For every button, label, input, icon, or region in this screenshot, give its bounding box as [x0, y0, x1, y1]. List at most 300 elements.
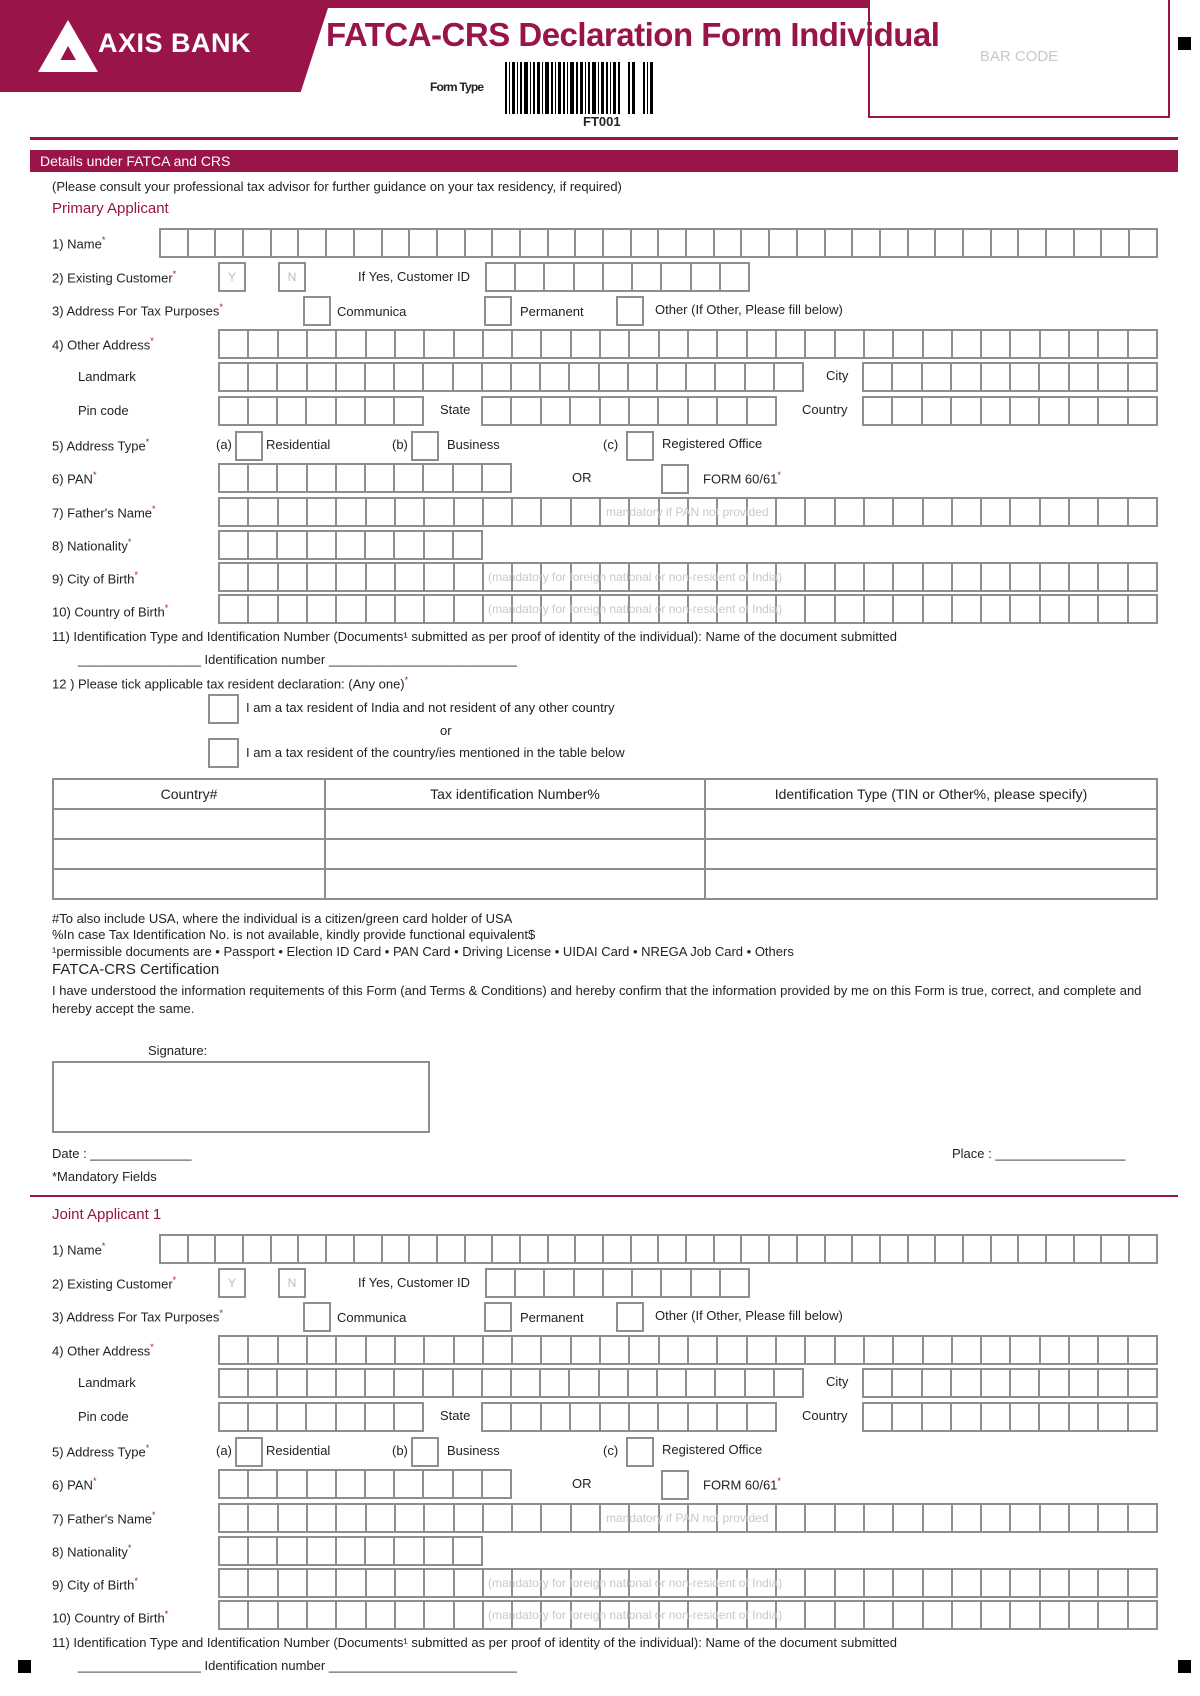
char-box[interactable]	[1040, 1404, 1069, 1430]
char-box[interactable]	[718, 1404, 747, 1430]
char-box[interactable]	[425, 596, 454, 622]
char-box[interactable]	[964, 1236, 992, 1262]
char-box[interactable]	[660, 1337, 689, 1363]
table-cell[interactable]	[705, 869, 1157, 899]
char-box[interactable]	[953, 596, 982, 622]
char-box[interactable]	[308, 364, 337, 390]
char-box[interactable]	[775, 1370, 802, 1396]
char-box[interactable]	[601, 398, 630, 424]
char-box[interactable]	[493, 230, 521, 256]
char-box[interactable]	[924, 1505, 953, 1531]
char-box[interactable]	[395, 398, 422, 424]
char-box[interactable]	[396, 1505, 425, 1531]
char-box[interactable]	[1129, 1337, 1156, 1363]
char-box[interactable]	[992, 230, 1020, 256]
char-box[interactable]	[337, 532, 366, 558]
char-box[interactable]	[687, 1236, 715, 1262]
char-box[interactable]	[689, 1404, 718, 1430]
char-box[interactable]	[630, 1404, 659, 1430]
table-cell[interactable]	[705, 839, 1157, 869]
char-box[interactable]	[1070, 1570, 1099, 1596]
char-box[interactable]	[425, 1505, 454, 1531]
char-box[interactable]	[278, 1404, 307, 1430]
char-box[interactable]	[244, 230, 272, 256]
char-box[interactable]	[337, 1337, 366, 1363]
char-box[interactable]	[278, 398, 307, 424]
char-box[interactable]	[455, 499, 484, 525]
char-box[interactable]	[366, 1471, 395, 1497]
char-box[interactable]	[953, 499, 982, 525]
char-box[interactable]	[798, 230, 826, 256]
char-box[interactable]	[1099, 596, 1128, 622]
char-box[interactable]	[220, 1602, 249, 1628]
char-box[interactable]	[425, 1538, 454, 1564]
char-box[interactable]	[909, 1236, 937, 1262]
char-box[interactable]	[982, 331, 1011, 357]
char-box[interactable]	[1041, 1337, 1070, 1363]
char-box[interactable]	[337, 596, 366, 622]
char-box[interactable]	[923, 1404, 952, 1430]
table-cell[interactable]	[325, 869, 705, 899]
char-box[interactable]	[410, 1236, 438, 1262]
char-box[interactable]	[836, 331, 865, 357]
char-box[interactable]	[576, 1236, 604, 1262]
char-box[interactable]	[604, 1236, 632, 1262]
char-box[interactable]	[1070, 499, 1099, 525]
char-box[interactable]	[189, 1236, 217, 1262]
char-box[interactable]	[1099, 499, 1128, 525]
char-box[interactable]	[216, 1236, 244, 1262]
char-box[interactable]	[395, 1404, 422, 1430]
permanent-checkbox[interactable]	[484, 296, 512, 326]
char-box[interactable]	[355, 1236, 383, 1262]
char-box[interactable]	[396, 1602, 425, 1628]
char-box[interactable]	[307, 398, 336, 424]
char-box[interactable]	[308, 1538, 337, 1564]
char-box[interactable]	[366, 1538, 395, 1564]
char-box[interactable]	[278, 364, 307, 390]
char-box[interactable]	[659, 398, 688, 424]
char-box[interactable]	[632, 230, 660, 256]
char-box[interactable]	[836, 1337, 865, 1363]
char-box[interactable]	[894, 596, 923, 622]
char-box[interactable]	[1129, 364, 1156, 390]
char-box[interactable]	[1011, 398, 1040, 424]
char-box[interactable]	[575, 1270, 604, 1296]
char-box[interactable]	[545, 1270, 574, 1296]
char-box[interactable]	[279, 331, 308, 357]
char-box[interactable]	[220, 596, 249, 622]
char-box[interactable]	[953, 331, 982, 357]
identification-line[interactable]: _________________ Identification number __________________________	[78, 652, 517, 668]
char-box[interactable]	[307, 1404, 336, 1430]
char-box[interactable]	[716, 1370, 745, 1396]
char-box[interactable]	[512, 398, 541, 424]
char-box[interactable]	[542, 1404, 571, 1430]
char-box[interactable]	[924, 1570, 953, 1596]
char-box[interactable]	[689, 331, 718, 357]
char-box[interactable]	[542, 398, 571, 424]
char-box[interactable]	[249, 465, 278, 491]
char-box[interactable]	[894, 499, 923, 525]
char-box[interactable]	[249, 1538, 278, 1564]
char-box[interactable]	[1075, 230, 1103, 256]
char-box[interactable]	[924, 596, 953, 622]
char-box[interactable]	[806, 564, 835, 590]
char-box[interactable]	[893, 364, 922, 390]
char-box[interactable]	[249, 1471, 278, 1497]
char-box[interactable]	[746, 1370, 775, 1396]
char-box[interactable]	[1129, 596, 1156, 622]
char-box[interactable]	[483, 1471, 510, 1497]
char-box[interactable]	[466, 230, 494, 256]
char-box[interactable]	[220, 364, 249, 390]
char-box[interactable]	[658, 1370, 687, 1396]
char-box[interactable]	[1070, 1505, 1099, 1531]
char-box[interactable]	[279, 564, 308, 590]
char-box[interactable]	[1011, 364, 1040, 390]
char-box[interactable]	[454, 1471, 483, 1497]
char-box[interactable]	[278, 1471, 307, 1497]
char-box[interactable]	[924, 1337, 953, 1363]
char-box[interactable]	[894, 1337, 923, 1363]
char-box[interactable]	[806, 1505, 835, 1531]
char-box[interactable]	[395, 532, 424, 558]
char-box[interactable]	[630, 1337, 659, 1363]
char-box[interactable]	[220, 1538, 249, 1564]
char-box[interactable]	[367, 564, 396, 590]
char-box[interactable]	[513, 1505, 542, 1531]
char-box[interactable]	[1011, 1505, 1040, 1531]
table-cell[interactable]	[705, 809, 1157, 839]
name-input[interactable]	[159, 228, 1158, 258]
char-box[interactable]	[396, 596, 425, 622]
char-box[interactable]	[806, 1337, 835, 1363]
char-box[interactable]	[1011, 564, 1040, 590]
char-box[interactable]	[770, 230, 798, 256]
other-address-input[interactable]	[218, 329, 1158, 359]
char-box[interactable]	[244, 1236, 272, 1262]
table-cell[interactable]	[53, 869, 325, 899]
char-box[interactable]	[337, 499, 366, 525]
customer-id-input[interactable]	[485, 1268, 750, 1298]
char-box[interactable]	[1070, 564, 1099, 590]
char-box[interactable]	[220, 1570, 249, 1596]
char-box[interactable]	[570, 364, 599, 390]
char-box[interactable]	[1040, 1370, 1069, 1396]
char-box[interactable]	[1070, 1602, 1099, 1628]
char-box[interactable]	[308, 1370, 337, 1396]
char-box[interactable]	[1070, 1370, 1099, 1396]
char-box[interactable]	[249, 1370, 278, 1396]
char-box[interactable]	[1011, 1404, 1040, 1430]
char-box[interactable]	[659, 1236, 687, 1262]
char-box[interactable]	[770, 1236, 798, 1262]
char-box[interactable]	[366, 398, 395, 424]
char-box[interactable]	[775, 364, 802, 390]
other-address-input[interactable]	[218, 1335, 1158, 1365]
char-box[interactable]	[337, 364, 366, 390]
form-60-61-checkbox[interactable]	[661, 464, 689, 494]
char-box[interactable]	[337, 1370, 366, 1396]
char-box[interactable]	[1070, 364, 1099, 390]
char-box[interactable]	[396, 331, 425, 357]
char-box[interactable]	[865, 1505, 894, 1531]
char-box[interactable]	[425, 331, 454, 357]
char-box[interactable]	[1011, 1602, 1040, 1628]
char-box[interactable]	[308, 1505, 337, 1531]
char-box[interactable]	[308, 499, 337, 525]
char-box[interactable]	[483, 398, 512, 424]
char-box[interactable]	[383, 230, 411, 256]
char-box[interactable]	[629, 1370, 658, 1396]
char-box[interactable]	[570, 1370, 599, 1396]
char-box[interactable]	[571, 1404, 600, 1430]
char-box[interactable]	[629, 364, 658, 390]
declaration-other-checkbox[interactable]	[208, 738, 239, 768]
char-box[interactable]	[484, 331, 513, 357]
char-box[interactable]	[337, 1570, 366, 1596]
char-box[interactable]	[982, 364, 1011, 390]
char-box[interactable]	[279, 1570, 308, 1596]
char-box[interactable]	[541, 1370, 570, 1396]
char-box[interactable]	[936, 230, 964, 256]
char-box[interactable]	[952, 1370, 981, 1396]
char-box[interactable]	[425, 1570, 454, 1596]
char-box[interactable]	[279, 1602, 308, 1628]
nationality-input[interactable]	[218, 1536, 483, 1566]
char-box[interactable]	[777, 331, 806, 357]
existing-yes-box[interactable]: Y	[218, 262, 246, 292]
char-box[interactable]	[1047, 230, 1075, 256]
state-input[interactable]	[481, 1402, 777, 1432]
char-box[interactable]	[278, 465, 307, 491]
char-box[interactable]	[687, 364, 716, 390]
business-checkbox[interactable]	[411, 431, 439, 461]
char-box[interactable]	[249, 596, 278, 622]
char-box[interactable]	[484, 1337, 513, 1363]
other-checkbox[interactable]	[616, 1302, 644, 1332]
char-box[interactable]	[220, 1370, 249, 1396]
char-box[interactable]	[1070, 596, 1099, 622]
char-box[interactable]	[924, 564, 953, 590]
char-box[interactable]	[1070, 331, 1099, 357]
char-box[interactable]	[308, 532, 337, 558]
char-box[interactable]	[748, 1404, 775, 1430]
char-box[interactable]	[1129, 1602, 1156, 1628]
communication-checkbox[interactable]	[303, 296, 331, 326]
char-box[interactable]	[337, 1505, 366, 1531]
char-box[interactable]	[216, 230, 244, 256]
char-box[interactable]	[692, 1270, 721, 1296]
char-box[interactable]	[438, 1236, 466, 1262]
char-box[interactable]	[893, 1404, 922, 1430]
char-box[interactable]	[337, 1471, 366, 1497]
char-box[interactable]	[249, 331, 278, 357]
char-box[interactable]	[308, 1570, 337, 1596]
permanent-checkbox[interactable]	[484, 1302, 512, 1332]
char-box[interactable]	[865, 1337, 894, 1363]
char-box[interactable]	[396, 564, 425, 590]
char-box[interactable]	[806, 499, 835, 525]
char-box[interactable]	[483, 1370, 512, 1396]
char-box[interactable]	[687, 1370, 716, 1396]
char-box[interactable]	[982, 1570, 1011, 1596]
char-box[interactable]	[424, 1471, 453, 1497]
char-box[interactable]	[806, 596, 835, 622]
char-box[interactable]	[1011, 1370, 1040, 1396]
char-box[interactable]	[455, 1570, 484, 1596]
char-box[interactable]	[1129, 564, 1156, 590]
char-box[interactable]	[549, 1236, 577, 1262]
char-box[interactable]	[576, 230, 604, 256]
char-box[interactable]	[601, 1337, 630, 1363]
char-box[interactable]	[308, 1337, 337, 1363]
char-box[interactable]	[249, 1570, 278, 1596]
char-box[interactable]	[337, 398, 366, 424]
char-box[interactable]	[425, 1337, 454, 1363]
char-box[interactable]	[1099, 1370, 1128, 1396]
char-box[interactable]	[455, 1337, 484, 1363]
char-box[interactable]	[367, 1602, 396, 1628]
char-box[interactable]	[249, 364, 278, 390]
char-box[interactable]	[662, 1270, 691, 1296]
pin-code-input[interactable]	[218, 396, 424, 426]
char-box[interactable]	[924, 331, 953, 357]
char-box[interactable]	[742, 230, 770, 256]
char-box[interactable]	[662, 264, 691, 290]
char-box[interactable]	[1040, 398, 1069, 424]
char-box[interactable]	[455, 331, 484, 357]
char-box[interactable]	[953, 1337, 982, 1363]
char-box[interactable]	[396, 499, 425, 525]
char-box[interactable]	[658, 364, 687, 390]
char-box[interactable]	[864, 364, 893, 390]
char-box[interactable]	[521, 230, 549, 256]
char-box[interactable]	[337, 1538, 366, 1564]
char-box[interactable]	[308, 1471, 337, 1497]
char-box[interactable]	[299, 230, 327, 256]
char-box[interactable]	[572, 1337, 601, 1363]
char-box[interactable]	[992, 1236, 1020, 1262]
char-box[interactable]	[425, 1602, 454, 1628]
char-box[interactable]	[982, 398, 1011, 424]
char-box[interactable]	[220, 465, 249, 491]
char-box[interactable]	[853, 1236, 881, 1262]
char-box[interactable]	[249, 532, 278, 558]
char-box[interactable]	[721, 1270, 748, 1296]
char-box[interactable]	[249, 499, 278, 525]
pin-code-input[interactable]	[218, 1402, 424, 1432]
char-box[interactable]	[278, 532, 307, 558]
char-box[interactable]	[189, 230, 217, 256]
char-box[interactable]	[366, 1370, 395, 1396]
char-box[interactable]	[748, 398, 775, 424]
char-box[interactable]	[327, 230, 355, 256]
char-box[interactable]	[1070, 1404, 1099, 1430]
char-box[interactable]	[952, 398, 981, 424]
registered-office-checkbox[interactable]	[626, 431, 654, 461]
char-box[interactable]	[424, 465, 453, 491]
char-box[interactable]	[454, 364, 483, 390]
char-box[interactable]	[1019, 1236, 1047, 1262]
char-box[interactable]	[604, 230, 632, 256]
char-box[interactable]	[718, 398, 747, 424]
char-box[interactable]	[923, 398, 952, 424]
char-box[interactable]	[601, 331, 630, 357]
char-box[interactable]	[982, 1602, 1011, 1628]
char-box[interactable]	[1041, 596, 1070, 622]
char-box[interactable]	[516, 1270, 545, 1296]
char-box[interactable]	[545, 264, 574, 290]
char-box[interactable]	[964, 230, 992, 256]
char-box[interactable]	[395, 1370, 424, 1396]
char-box[interactable]	[1041, 564, 1070, 590]
existing-no-box[interactable]: N	[278, 262, 306, 292]
char-box[interactable]	[220, 398, 249, 424]
landmark-input[interactable]	[218, 1368, 804, 1398]
char-box[interactable]	[953, 1602, 982, 1628]
char-box[interactable]	[604, 264, 633, 290]
char-box[interactable]	[367, 331, 396, 357]
char-box[interactable]	[924, 499, 953, 525]
char-box[interactable]	[826, 230, 854, 256]
char-box[interactable]	[1047, 1236, 1075, 1262]
table-cell[interactable]	[53, 809, 325, 839]
char-box[interactable]	[395, 465, 424, 491]
char-box[interactable]	[632, 1236, 660, 1262]
char-box[interactable]	[487, 1270, 516, 1296]
char-box[interactable]	[777, 1337, 806, 1363]
char-box[interactable]	[299, 1236, 327, 1262]
char-box[interactable]	[327, 1236, 355, 1262]
char-box[interactable]	[410, 230, 438, 256]
existing-no-box[interactable]: N	[278, 1268, 306, 1298]
char-box[interactable]	[687, 230, 715, 256]
char-box[interactable]	[894, 1505, 923, 1531]
char-box[interactable]	[484, 1505, 513, 1531]
char-box[interactable]	[982, 1370, 1011, 1396]
char-box[interactable]	[909, 230, 937, 256]
char-box[interactable]	[1011, 1570, 1040, 1596]
char-box[interactable]	[279, 1337, 308, 1363]
identification-line[interactable]: _________________ Identification number __________________________	[78, 1658, 517, 1674]
char-box[interactable]	[220, 499, 249, 525]
char-box[interactable]	[455, 1602, 484, 1628]
char-box[interactable]	[1129, 1505, 1156, 1531]
char-box[interactable]	[337, 1404, 366, 1430]
state-input[interactable]	[481, 396, 777, 426]
char-box[interactable]	[249, 1337, 278, 1363]
country-input[interactable]	[862, 396, 1158, 426]
char-box[interactable]	[600, 364, 629, 390]
char-box[interactable]	[952, 1404, 981, 1430]
char-box[interactable]	[692, 264, 721, 290]
char-box[interactable]	[1099, 1404, 1128, 1430]
char-box[interactable]	[521, 1236, 549, 1262]
char-box[interactable]	[836, 564, 865, 590]
char-box[interactable]	[1011, 596, 1040, 622]
char-box[interactable]	[826, 1236, 854, 1262]
char-box[interactable]	[572, 499, 601, 525]
char-box[interactable]	[396, 1570, 425, 1596]
char-box[interactable]	[953, 1505, 982, 1531]
char-box[interactable]	[466, 1236, 494, 1262]
char-box[interactable]	[894, 564, 923, 590]
char-box[interactable]	[337, 465, 366, 491]
char-box[interactable]	[367, 1570, 396, 1596]
char-box[interactable]	[777, 499, 806, 525]
